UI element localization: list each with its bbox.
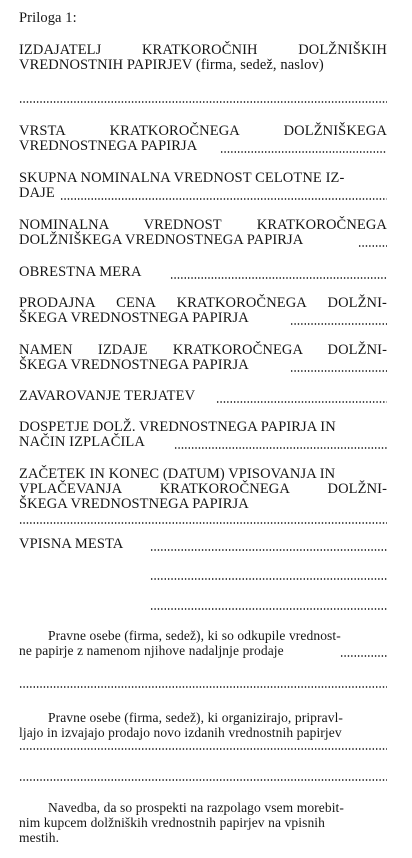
subscription-places-fill-line-2[interactable] xyxy=(150,578,387,580)
issuer-fill-line[interactable] xyxy=(19,101,387,103)
subscription-period-label-line3: ŠKEGA VREDNOSTNEGA PAPIRJA xyxy=(19,496,249,512)
sale-price-label-line2: ŠKEGA VREDNOSTNEGA PAPIRJA xyxy=(19,310,249,326)
purpose-label-line2: ŠKEGA VREDNOSTNEGA PAPIRJA xyxy=(19,357,249,373)
prospectus-note-line3: mestih. xyxy=(19,830,60,845)
subscription-places-fill-line-1[interactable] xyxy=(150,549,387,551)
purpose-label-line1: NAMEN IZDAJE KRATKOROČNEGA DOLŽNI- xyxy=(19,342,387,358)
type-label-line1: VRSTA KRATKOROČNEGA DOLŽNIŠKEGA xyxy=(19,123,387,139)
maturity-label-line2: NAČIN IZPLAČILA xyxy=(19,434,145,450)
collateral-fill-line[interactable] xyxy=(216,401,387,403)
legal-entities-resale-line1: Pravne osebe (firma, sedež), ki so odkupile vrednost- xyxy=(48,628,341,643)
nominal-value-fill-line[interactable] xyxy=(358,245,387,247)
interest-rate-fill-line[interactable] xyxy=(170,277,387,279)
sale-price-label-line1: PRODAJNA CENA KRATKOROČNEGA DOLŽNI- xyxy=(19,295,387,311)
legal-entities-sale-fill-line-1[interactable] xyxy=(19,748,387,750)
subscription-period-fill-line[interactable] xyxy=(19,522,387,524)
collateral-label: ZAVAROVANJE TERJATEV xyxy=(19,388,196,404)
purpose-fill-line[interactable] xyxy=(290,370,387,372)
issuer-label-line1: IZDAJATELJ KRATKOROČNIH DOLŽNIŠKIH xyxy=(19,42,387,58)
subscription-period-label-line2: VPLAČEVANJA KRATKOROČNEGA DOLŽNI- xyxy=(19,481,387,497)
legal-entities-resale-line2: ne papirje z namenom njihove nadaljnje prodaje xyxy=(19,643,284,658)
legal-entities-resale-fill-line-2[interactable] xyxy=(19,686,387,688)
maturity-fill-line[interactable] xyxy=(174,447,387,449)
total-value-label-line2: DAJE xyxy=(19,185,55,201)
legal-entities-resale-fill-line-1[interactable] xyxy=(340,655,387,657)
sale-price-fill-line[interactable] xyxy=(290,323,387,325)
subscription-places-label: VPISNA MESTA xyxy=(19,536,124,552)
annex-heading: Priloga 1: xyxy=(19,10,77,26)
subscription-places-fill-line-3[interactable] xyxy=(150,608,387,610)
interest-rate-label: OBRESTNA MERA xyxy=(19,264,142,280)
nominal-value-label-line2: DOLŽNIŠKEGA VREDNOSTNEGA PAPIRJA xyxy=(19,232,304,248)
nominal-value-label-line1: NOMINALNA VREDNOST KRATKOROČNEGA xyxy=(19,217,387,233)
legal-entities-sale-fill-line-2[interactable] xyxy=(19,779,387,781)
total-value-fill-line[interactable] xyxy=(60,198,387,200)
total-value-label-line1: SKUPNA NOMINALNA VREDNOST CELOTNE IZ- xyxy=(19,170,345,186)
issuer-label-line2: VREDNOSTNIH PAPIRJEV (firma, sedež, naslov) xyxy=(19,57,324,73)
legal-entities-sale-line1: Pravne osebe (firma, sedež), ki organizirajo, pripravl- xyxy=(48,710,344,725)
legal-entities-sale-line2: ljajo in izvajajo prodajo novo izdanih vrednostnih papirjev xyxy=(19,725,342,740)
type-label-line2: VREDNOSTNEGA PAPIRJA xyxy=(19,138,198,154)
maturity-label-line1: DOSPETJE DOLŽ. VREDNOSTNEGA PAPIRJA IN xyxy=(19,419,336,435)
type-fill-line[interactable] xyxy=(220,151,387,153)
prospectus-note-line1: Navedba, da so prospekti na razpolago vsem morebit- xyxy=(48,800,345,815)
subscription-period-label-line1: ZAČETEK IN KONEC (DATUM) VPISOVANJA IN xyxy=(19,466,336,482)
prospectus-note-line2: nim kupcem dolžniških vrednostnih papirjev na vpisnih xyxy=(19,815,326,830)
